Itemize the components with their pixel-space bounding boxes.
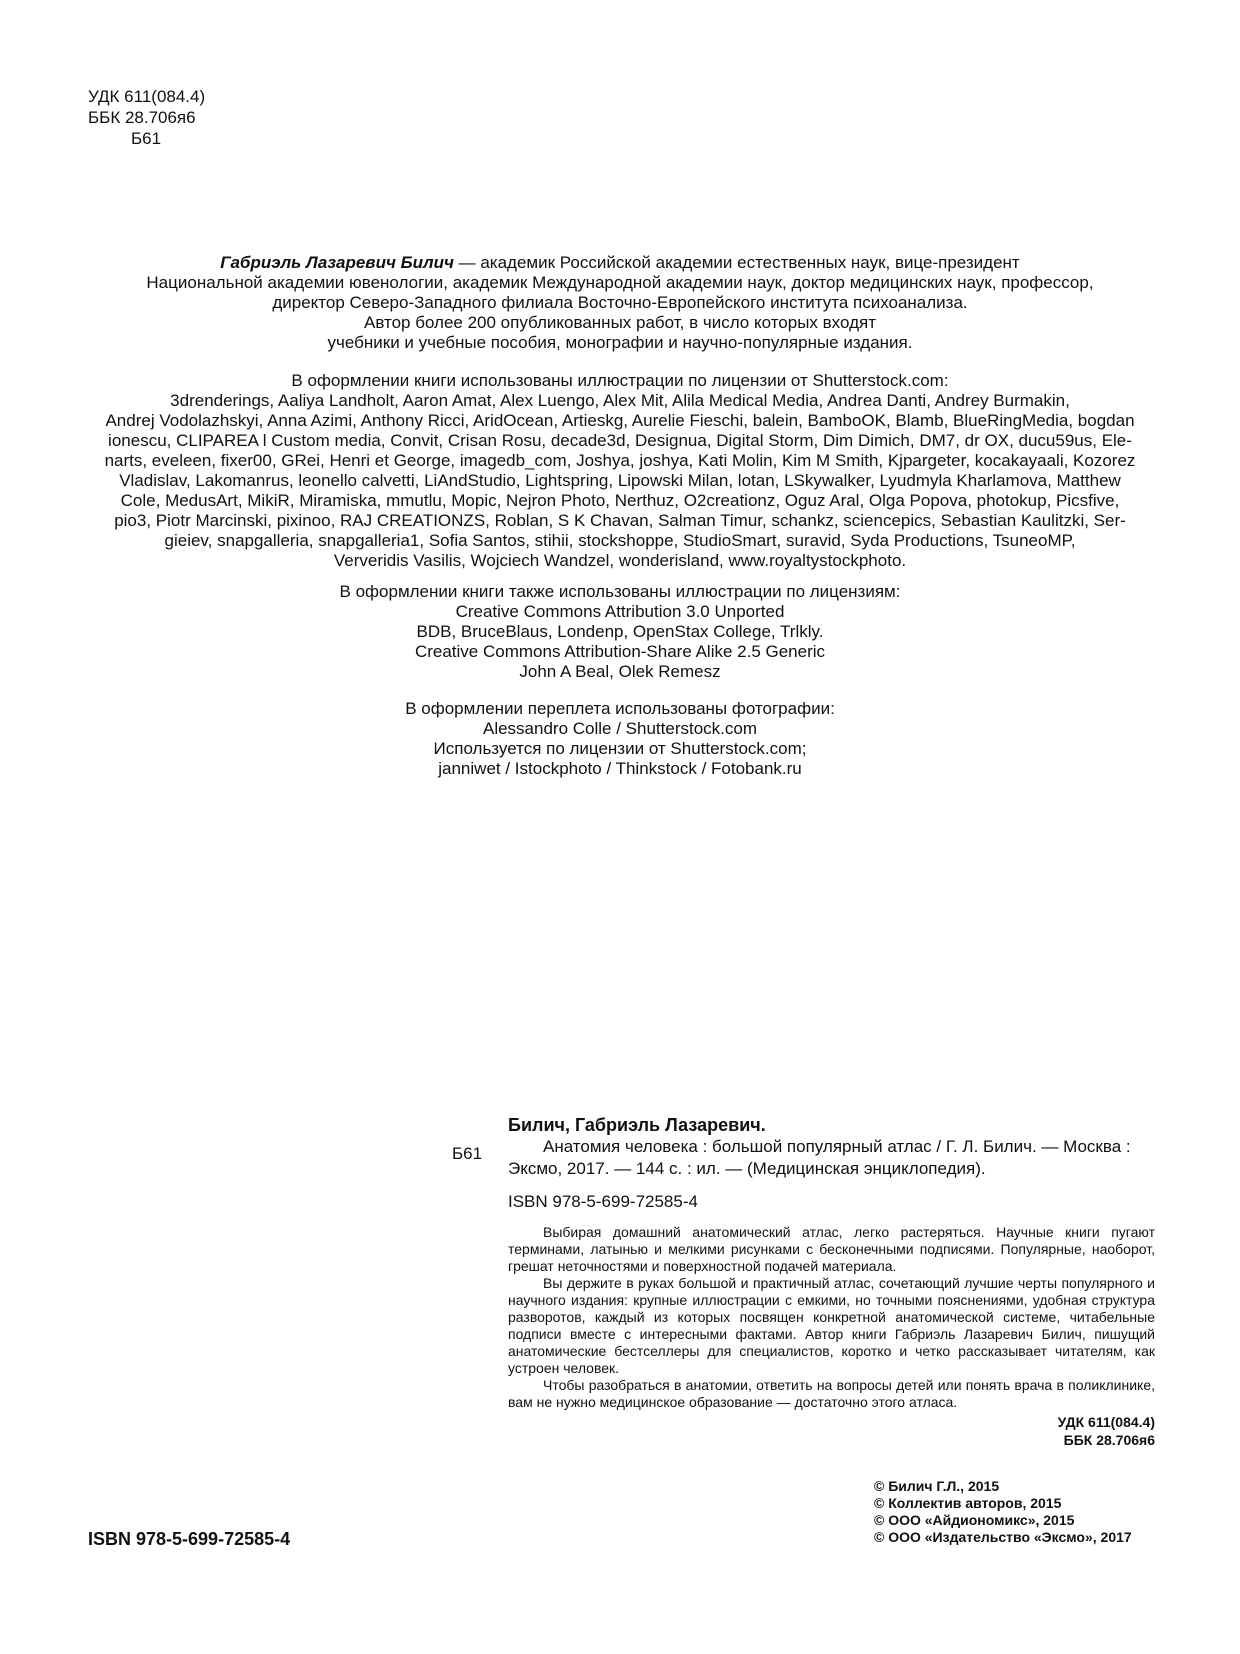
bio-line — [88, 253, 1152, 273]
cover-line: В оформлении переплета использованы фотографии: — [405, 699, 835, 718]
bio-line: Национальной академии ювенологии, академик Международной академии наук, доктор медицинских наук, профессор, — [146, 273, 1094, 292]
copyright-line: © Билич Г.Л., 2015 — [874, 1478, 1000, 1494]
author-code: Б61 — [131, 129, 162, 148]
bio-line: Автор более 200 опубликованных работ, в число которых входят — [364, 313, 876, 332]
copyright-line: © ООО «Издательство «Эксмо», 2017 — [874, 1529, 1132, 1545]
annotation — [508, 1224, 1155, 1411]
credits-line: gieiev, snapgalleria, snapgalleria1, Sofia Santos, stihii, stockshoppe, StudioSmart, suravid, Syda Productions, TsuneoMP, — [164, 531, 1076, 550]
bibl-main — [508, 1114, 1155, 1449]
bio-line: учебники и учебные пособия, монографии и научно-популярные издания. — [327, 333, 913, 352]
bibl-description: Анатомия человека : большой популярный атлас / Г. Л. Билич. — Москва : Эксмо, 2017. — 144 с. : ил. — (Медицинская энциклопедия). — [508, 1137, 1131, 1178]
license-line: Creative Commons Attribution-Share Alike 2.5 Generic — [414, 642, 826, 661]
annotation-paragraph: Чтобы разобраться в анатомии, ответить на вопросы детей или понять врача в поликлинике, вам не нужно медицинское образование — достаточно этого атласа. — [508, 1377, 1155, 1410]
credits-line: Vladislav, Lakomanrus, leonello calvetti, LiAndStudio, Lightspring, Lipowski Milan, lotan, LSkywalker, Lyudmyla Kharlamova, Matthew — [119, 471, 1121, 490]
credits-line: 3drenderings, Aaliya Landholt, Aaron Amat, Alex Luengo, Alex Mit, Alila Medical Media, Andrea Danti, Andrey Burmakin, — [170, 391, 1070, 410]
bibl-author: Билич, Габриэль Лазаревич. — [508, 1115, 766, 1135]
credits-line: narts, eveleen, fixer00, GRei, Henri et George, imagedb_com, Joshya, joshya, Kati Molin, Kim M Smith, Kjpargeter, kocakayaali, Kozorez — [104, 451, 1136, 470]
bibl-isbn: ISBN 978-5-699-72585-4 — [508, 1192, 698, 1211]
copyright-block — [874, 1478, 1132, 1546]
annotation-bbk: ББК 28.706я6 — [1063, 1432, 1155, 1448]
udk-code: УДК 611(084.4) — [88, 87, 206, 106]
bibl-author-code: Б61 — [452, 1144, 483, 1163]
credits-line: В оформлении книги использованы иллюстрации по лицензии от Shutterstock.com: — [291, 371, 949, 390]
cover-line: janniwet / Istockphoto / Thinkstock / Fotobank.ru — [438, 759, 802, 778]
bio-line-text: — академик Российской академии естественных наук, вице-президент — [453, 253, 1020, 272]
credits-line: ionescu, CLIPAREA l Custom media, Convit, Crisan Rosu, decade3d, Designua, Digital Storm, Dim Dimich, DM7, dr OX, ducu59us, Ele- — [108, 431, 1132, 450]
license-line: BDB, BruceBlaus, Londenp, OpenStax College, Trlkly. — [416, 622, 824, 641]
credits-line: Cole, MedusArt, MikiR, Miramiska, mmutlu, Mopic, Nejron Photo, Nerthuz, O2creationz, Oguz Aral, Olga Popova, photokup, Picsfive, — [120, 491, 1120, 510]
credits-line: Ververidis Vasilis, Wojciech Wandzel, wonderisland, www.royaltystockphoto. — [333, 551, 907, 570]
annotation-udk: УДК 611(084.4) — [1057, 1414, 1155, 1430]
copyright-line: © ООО «Айдиономикс», 2015 — [874, 1512, 1075, 1528]
bbk-code: ББК 28.706я6 — [88, 108, 196, 127]
annotation-paragraph: Выбирая домашний анатомический атлас, легко растеряться. Научные книги пугают терминами, латынью и мелкими рисунками с бесконечными подписями. Популярные, наоборот, грешат неточностями и поверхностной подачей материала. — [508, 1224, 1155, 1274]
bio-author-name: Габриэль Лазаревич Билич — [220, 253, 454, 272]
annotation-codes — [508, 1413, 1155, 1449]
cover-line: Используется по лицензии от Shutterstock.com; — [433, 739, 807, 758]
license-credits — [88, 582, 1152, 682]
cover-line: Alessandro Colle / Shutterstock.com — [482, 719, 757, 738]
cover-credits — [88, 699, 1152, 779]
copyright-line: © Коллектив авторов, 2015 — [874, 1495, 1062, 1511]
license-line: Creative Commons Attribution 3.0 Unported — [455, 602, 785, 621]
credits-line: Andrej Vodolazhskyi, Anna Azimi, Anthony Ricci, AridOcean, Artieskg, Aurelie Fieschi, balein, BamboOK, Blamb, BlueRingMedia, bogdan — [105, 411, 1135, 430]
bio-line: директор Северо-Западного филиала Восточно-Европейского института психоанализа. — [272, 293, 968, 312]
license-line: В оформлении книги также использованы иллюстрации по лицензиям: — [339, 582, 901, 601]
annotation-paragraph: Вы держите в руках большой и практичный атлас, сочетающий лучшие черты популярного и научного издания: крупные иллюстрации с емкими, но точными пояснениями, удобная структура разворотов, каждый из которых посвящен конкретной анатомической системе, читабельные подписи вместе с интересными фактами. Автор книги Габриэль Лазаревич Билич, пишущий анатомические бестселлеры для специалистов, коротко и четко рассказывает читателям, как устроен человек. — [508, 1275, 1155, 1376]
illustration-credits — [88, 371, 1152, 571]
author-bio — [88, 253, 1152, 353]
classification-codes — [88, 86, 205, 149]
credits-line: pio3, Piotr Marcinski, pixinoo, RAJ CREATIONZS, Roblan, S K Chavan, Salman Timur, schankz, sciencepics, Sebastian Kaulitzki, Ser- — [114, 511, 1126, 530]
isbn-bottom: ISBN 978-5-699-72585-4 — [88, 1529, 291, 1549]
bibliographic-record — [452, 1114, 1155, 1449]
license-line: John A Beal, Olek Remesz — [519, 662, 721, 681]
